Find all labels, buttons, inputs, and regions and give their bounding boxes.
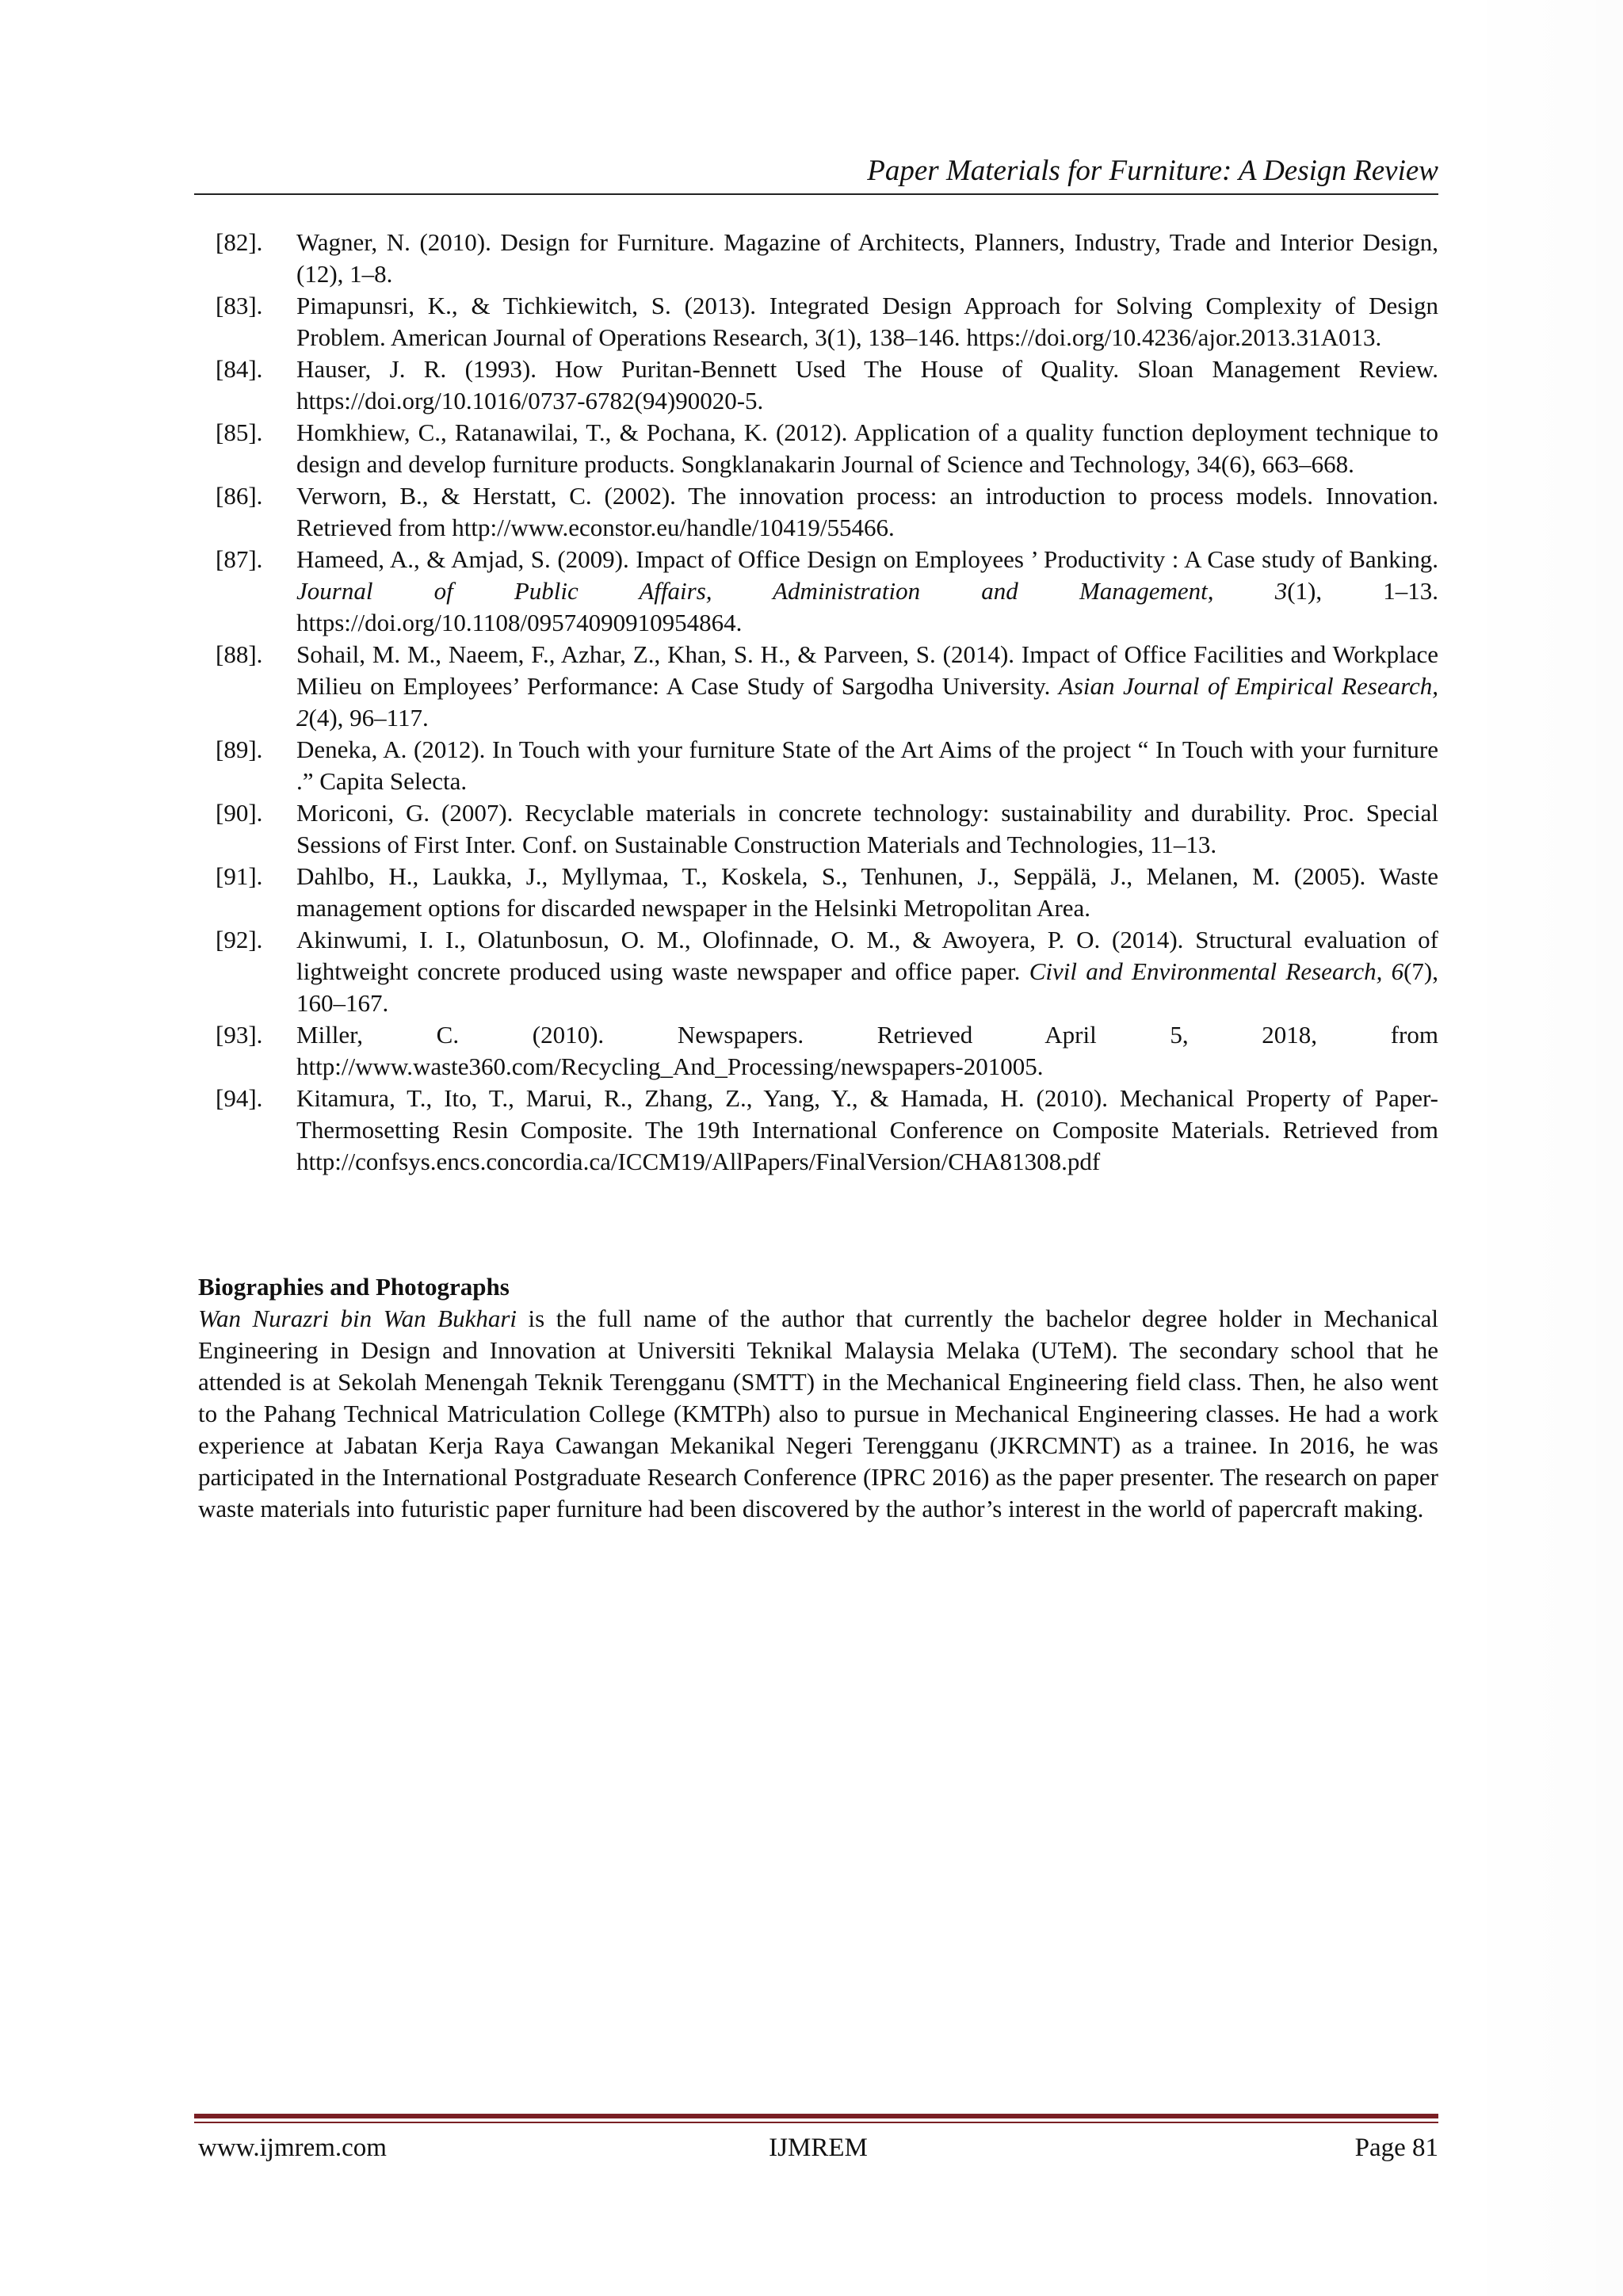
reference-item [216,480,1438,544]
reference-text [296,1019,1438,1083]
reference-segment: (7), 160–167. [296,957,1439,1017]
reference-item [216,639,1438,734]
reference-item [216,353,1438,417]
biography-text: is the full name of the author that currently the bachelor degree holder in Mechanical Engineering in Design and Innovation at Universiti Teknikal Malaysia Melaka (UTeM). The secondary school that he attended is at Sekolah Menengah Teknik Terengganu (SMTT) in the Mechanical Engineering field class. Then, he also went to the Pahang Technical Matriculation College (KMTPh) also to pursue in Mechanical Engineering classes. He had a work experience at Jabatan Kerja Raya Cawangan Mekanikal Negeri Terengganu (JKRCMNT) as a trainee. In 2016, he was participated in the International Postgraduate Research Conference (IPRC 2016) as the paper presenter. The research on paper waste materials into futuristic paper furniture had been discovered by the author’s interest in the world of papercraft making. [198,1305,1439,1522]
reference-segment: Hauser, J. R. (1993). How Puritan-Bennett Used The House of Quality. Sloan Management Review. https://doi.org/10.1016/0737-6782(94)90020-5. [296,355,1438,415]
reference-text [296,353,1438,417]
reference-item [216,734,1438,797]
reference-segment: Miller, C. (2010). Newspapers. Retrieved April 5, 2018, from http://www.waste360.com/Recycling_And_Processing/newspapers-201005. [296,1021,1438,1080]
reference-item [216,1083,1438,1178]
reference-number: [90]. [216,799,263,827]
reference-segment: Deneka, A. (2012). In Touch with your furniture State of the Art Aims of the project “ In Touch with your furniture .” Capita Selecta. [296,735,1438,795]
reference-item [216,227,1438,290]
reference-item [216,1019,1438,1083]
biography-heading: Biographies and Photographs [198,1273,510,1301]
reference-number: [84]. [216,355,263,383]
reference-item [216,797,1438,861]
reference-segment: Moriconi, G. (2007). Recyclable materials in concrete technology: sustainability and durability. Proc. Special Sessions of First Inter. Conf. on Sustainable Construction Materials and Technologies, 11–13. [296,799,1438,858]
page-edge-shade [1460,0,1623,2296]
reference-segment: Akinwumi, I. I., Olatunbosun, O. M., Olofinnade, O. M., & Awoyera, P. O. (2014). Structural evaluation of lightweight concrete produced using waste newspaper and office paper. [296,926,1438,985]
reference-text [296,861,1438,924]
reference-segment: (4), 96–117. [308,704,429,732]
page-footer [198,2130,1438,2165]
reference-number: [92]. [216,926,263,953]
reference-number: [94]. [216,1084,263,1112]
reference-item [216,544,1438,639]
running-header: Paper Materials for Furniture: A Design Review [867,155,1438,187]
reference-italic-segment: Civil and Environmental Research, 6 [1029,957,1404,985]
reference-segment: Kitamura, T., Ito, T., Marui, R., Zhang, Z., Yang, Y., & Hamada, H. (2010). Mechanical Property of Paper-Thermosetting Resin Composite. The 19th International Conference on Composite Materials. Retrieved from http://confsys.encs.concordia.ca/ICCM19/AllPapers/FinalVersion/CHA81308.pdf [296,1084,1438,1175]
biography-paragraph [198,1303,1438,1525]
reference-number: [86]. [216,482,263,510]
reference-segment: Verworn, B., & Herstatt, C. (2002). The innovation process: an introduction to process models. Innovation. Retrieved from http://www.econstor.eu/handle/10419/55466. [296,482,1438,541]
reference-text [296,924,1438,1019]
reference-text [296,417,1438,480]
reference-number: [88]. [216,640,263,668]
reference-segment: Homkhiew, C., Ratanawilai, T., & Pochana, K. (2012). Application of a quality function deployment technique to design and develop furniture products. Songklanakarin Journal of Science and Technology, 34(6), 663–668. [296,418,1438,478]
reference-text [296,480,1438,544]
reference-number: [85]. [216,418,263,446]
reference-segment: Wagner, N. (2010). Design for Furniture. Magazine of Architects, Planners, Industry, Trade and Interior Design, (12), 1–8. [296,228,1438,288]
reference-text [296,544,1438,639]
reference-italic-segment: Journal of Public Affairs, Administration and Management, 3 [296,577,1288,605]
header-rule [194,193,1438,195]
reference-segment: Pimapunsri, K., & Tichkiewitch, S. (2013). Integrated Design Approach for Solving Complexity of Design Problem. American Journal of Operations Research, 3(1), 138–146. https://doi.org/10.4236/ajor.2013.31A013. [296,292,1438,351]
reference-segment: Sohail, M. M., Naeem, F., Azhar, Z., Khan, S. H., & Parveen, S. (2014). Impact of Office Facilities and Workplace Milieu on Employees’ Performance: A Case Study of Sargodha University. [296,640,1438,700]
reference-number: [83]. [216,292,263,319]
reference-segment: (1), 1–13. https://doi.org/10.1108/09574090910954864. [296,577,1439,636]
reference-number: [93]. [216,1021,263,1049]
reference-text [296,734,1438,797]
reference-segment: Dahlbo, H., Laukka, J., Myllymaa, T., Koskela, S., Tenhunen, J., Seppälä, J., Melanen, M. (2005). Waste management options for discarded newspaper in the Helsinki Metropolitan Area. [296,862,1438,922]
reference-number: [87]. [216,545,263,573]
footer-journal: IJMREM [769,2134,868,2162]
biography-section [198,1271,1438,1525]
reference-number: [91]. [216,862,263,890]
reference-text [296,639,1438,734]
author-name: Wan Nurazri bin Wan Bukhari [198,1305,517,1332]
reference-text [296,797,1438,861]
reference-item [216,290,1438,353]
reference-item [216,861,1438,924]
footer-rule-thin [194,2122,1438,2123]
reference-number: [82]. [216,228,263,256]
reference-text [296,1083,1438,1178]
reference-italic-segment: Asian Journal of Empirical Research, 2 [296,672,1439,732]
reference-item [216,924,1438,1019]
reference-item [216,417,1438,480]
footer-rule-thick [194,2114,1438,2118]
footer-page-number: Page 81 [1354,2134,1438,2162]
reference-text [296,227,1438,290]
reference-segment: Hameed, A., & Amjad, S. (2009). Impact of Office Design on Employees ’ Productivity : A Case study of Banking. [296,545,1438,573]
reference-text [296,290,1438,353]
footer-website: www.ijmrem.com [198,2134,387,2162]
reference-list [216,227,1438,1178]
reference-number: [89]. [216,735,263,763]
